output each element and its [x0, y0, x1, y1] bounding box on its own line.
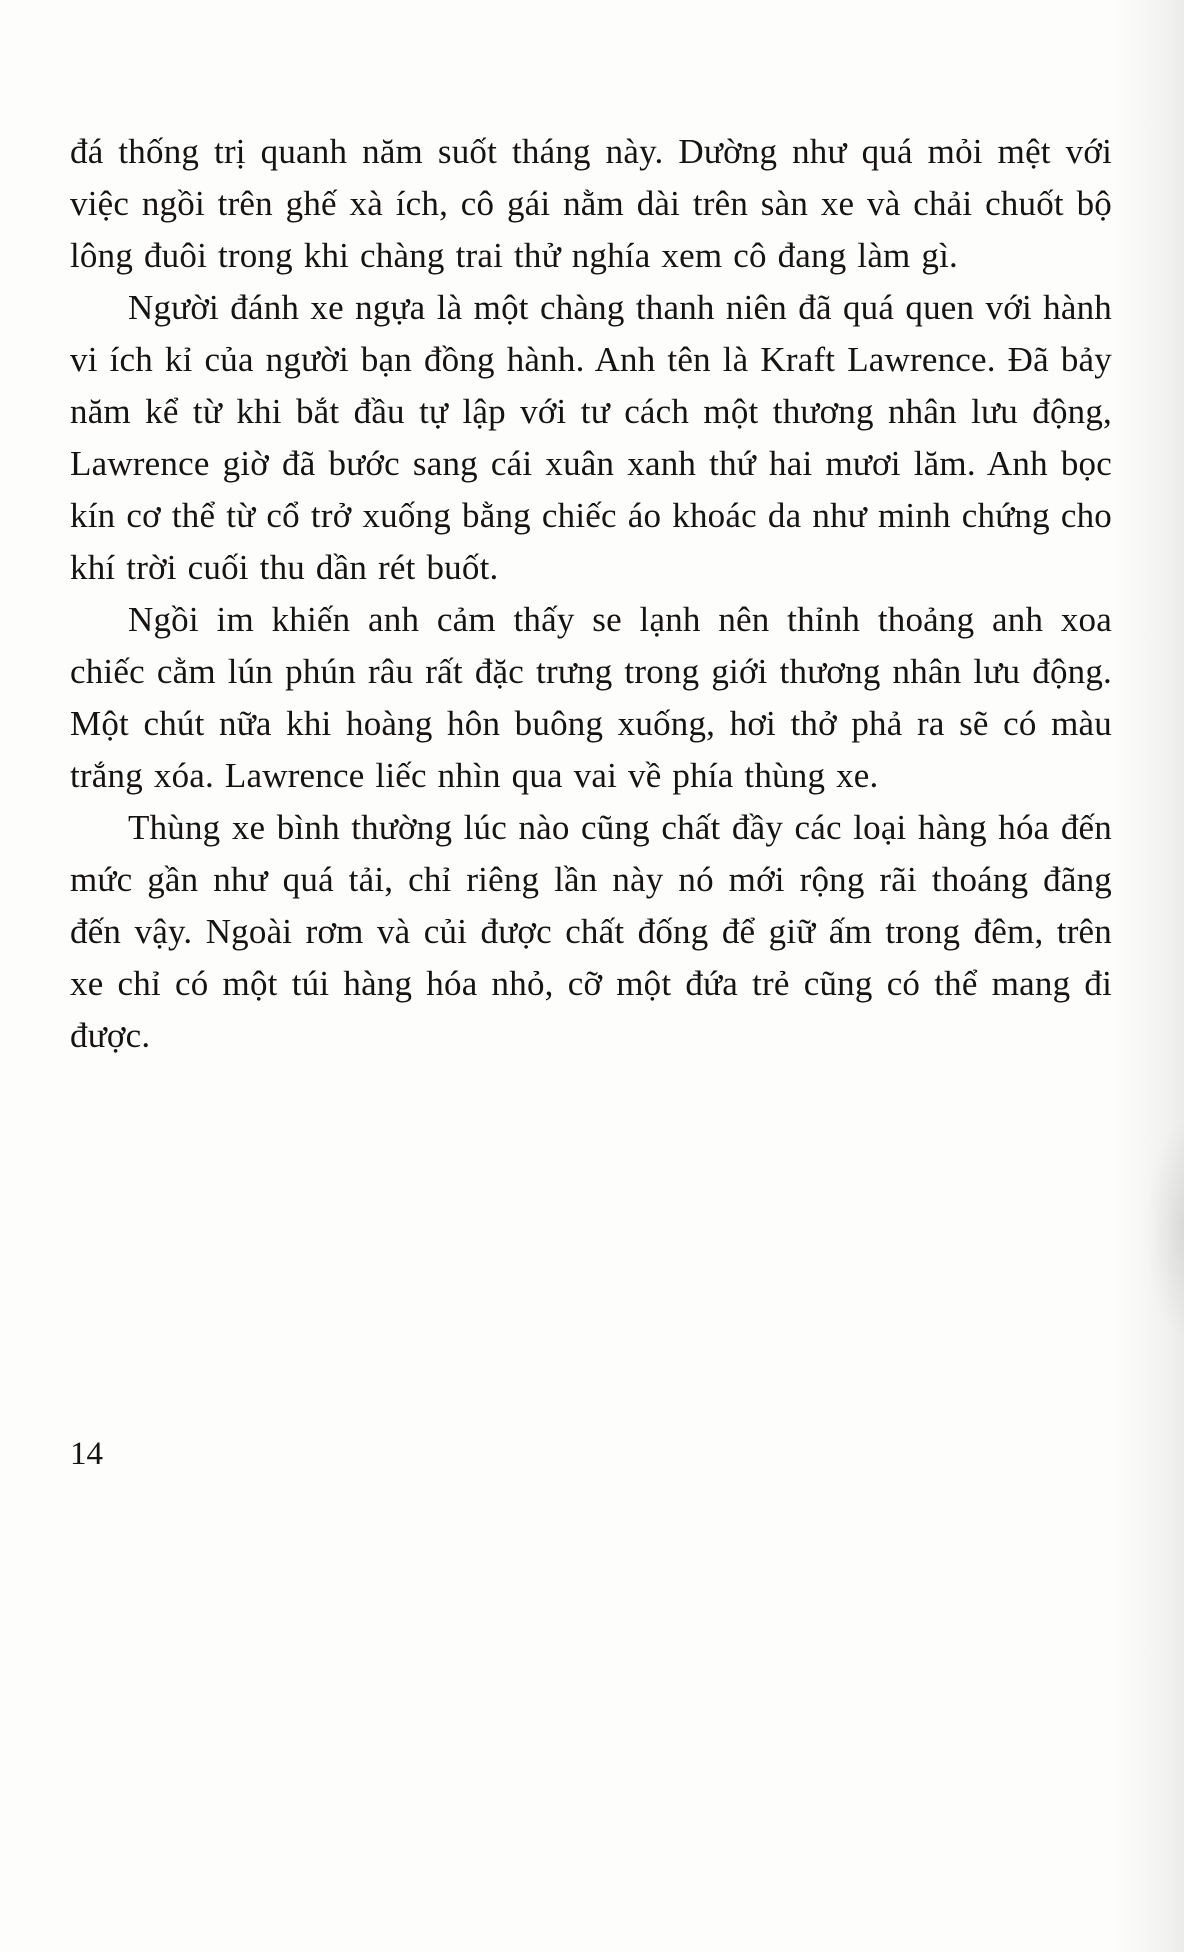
page-edge-shadow	[1112, 0, 1184, 1952]
paragraph: Thùng xe bình thường lúc nào cũng chất đầy các loại hàng hóa đến mức gần như quá tải, chỉ riêng lần này nó mới rộng rãi thoáng đãng đến vậy. Ngoài rơm và củi được chất đống để giữ ấm trong đêm, trên xe chỉ có một túi hàng hóa nhỏ, cỡ một đứa trẻ cũng có thể mang đi được.	[70, 808, 1112, 1055]
scan-smudge	[1144, 1120, 1184, 1340]
page-number: 14	[70, 1436, 103, 1472]
paragraph: Ngồi im khiến anh cảm thấy se lạnh nên thỉnh thoảng anh xoa chiếc cằm lún phún râu rất đặc trưng trong giới thương nhân lưu động. Một chút nữa khi hoàng hôn buông xuống, hơi thở phả ra sẽ có màu trắng xóa. Lawrence liếc nhìn qua vai về phía thùng xe.	[70, 600, 1112, 795]
body-text	[70, 126, 1112, 1062]
paragraph: đá thống trị quanh năm suốt tháng này. Dường như quá mỏi mệt với việc ngồi trên ghế xà ích, cô gái nằm dài trên sàn xe và chải chuốt bộ lông đuôi trong khi chàng trai thử nghía xem cô đang làm gì.	[70, 132, 1112, 275]
paragraph: Người đánh xe ngựa là một chàng thanh niên đã quá quen với hành vi ích kỉ của người bạn đồng hành. Anh tên là Kraft Lawrence. Đã bảy năm kể từ khi bắt đầu tự lập với tư cách một thương nhân lưu động, Lawrence giờ đã bước sang cái xuân xanh thứ hai mươi lăm. Anh bọc kín cơ thể từ cổ trở xuống bằng chiếc áo khoác da như minh chứng cho khí trời cuối thu dần rét buốt.	[70, 288, 1112, 587]
